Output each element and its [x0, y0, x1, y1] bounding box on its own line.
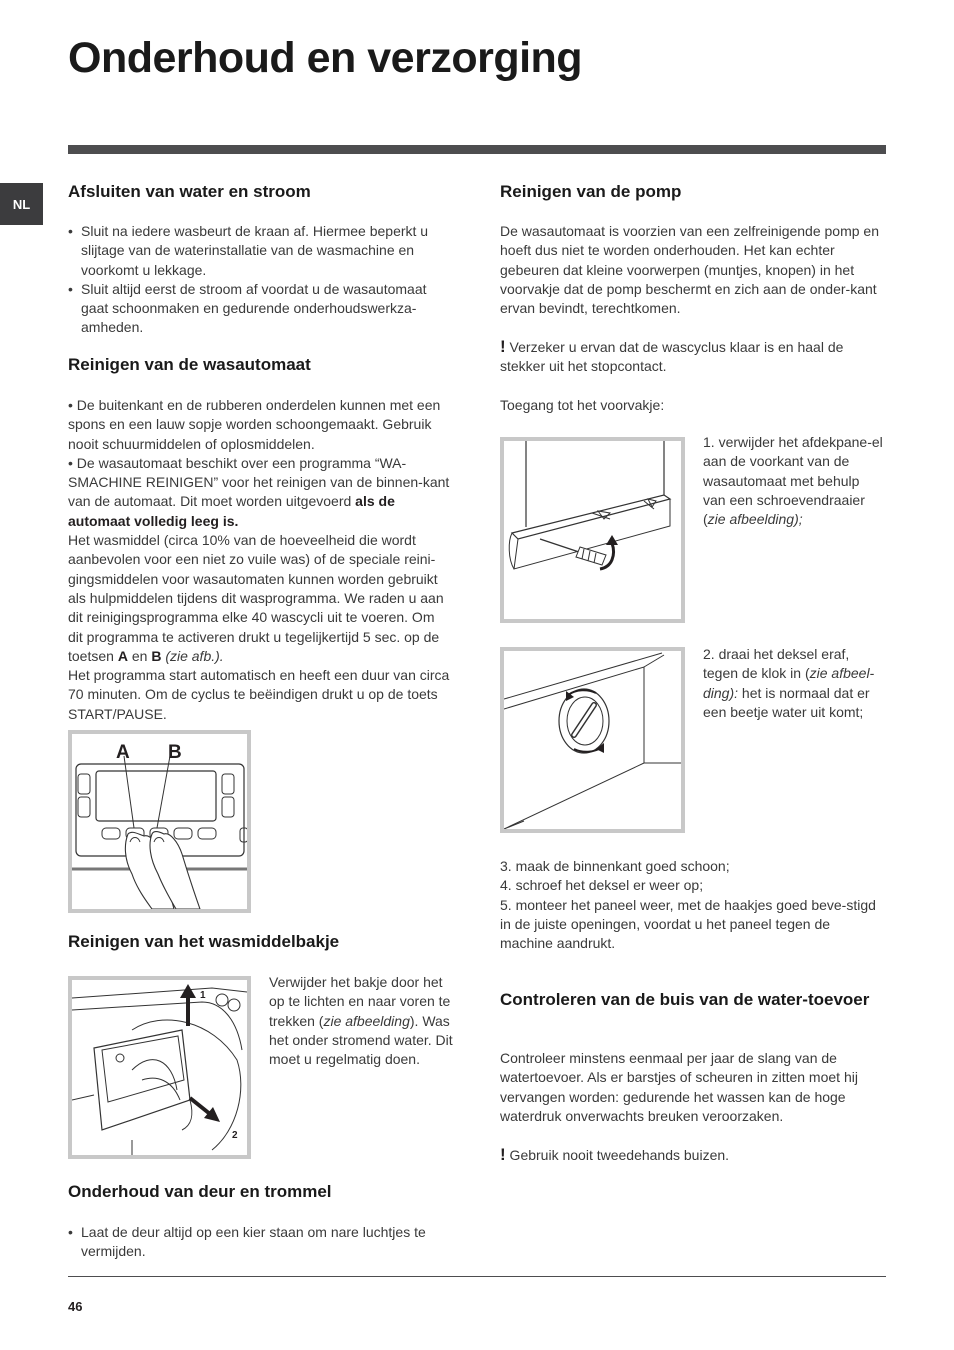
control-panel-figure [68, 730, 251, 913]
label-b: B [168, 742, 182, 763]
heading-clean-machine: Reinigen van de wasautomaat [68, 355, 311, 374]
page-title: Onderhoud en verzorging [68, 34, 583, 82]
clean-machine-text [68, 396, 453, 724]
heading-clean-drawer: Reinigen van het wasmiddelbakje [68, 932, 340, 951]
step-2-text: 2. draai het deksel eraf, tegen de klok in (zie afbeel-ding): het is normaal dat er een beetje water uit komt; [703, 646, 875, 720]
language-tab: NL [0, 183, 43, 225]
hose-warning: ! Gebruik nooit tweedehands buizen. [500, 1145, 730, 1164]
paragraph: • De buitenkant en de rubberen onderdelen kunnen met een spons en een lauw sopje worden schoongemaakt. Gebruik nooit schuurmiddelen of oplosmiddelen. [68, 397, 441, 452]
paragraph: • De wasautomaat beschikt over een programma “WA-SMACHINE REINIGEN” voor het reinigen van de binnen-kant van de automaat. Dit moet worden uitgevoerd als de automaat volledig leeg is. [68, 454, 450, 529]
warning-icon: ! [500, 337, 506, 356]
drawer-text: Verwijder het bakje door het op te lichten en naar voren te trekken (zie afbeelding). Was het onder stromend water. Dit moet u regelmatig doen. [269, 974, 453, 1068]
pump-warning: ! Verzeker u ervan dat de wascyclus klaar is en haal de stekker uit het stopcontact. [500, 337, 844, 375]
pump-access-label: Toegang tot het voorvakje: [500, 397, 665, 413]
list-item: • Laat de deur altijd op een kier staan om nare luchtjes te vermijden. [68, 1223, 453, 1262]
list-item: 5. monteer het paneel weer, met de haakjes goed beve-stigd in de juiste openingen, voordat u het paneel tegen de machine aandrukt. [500, 896, 876, 952]
drawer-illustration [72, 980, 247, 1155]
header-rule [68, 145, 886, 154]
paragraph: Het wasmiddel (circa 10% van de hoeveelheid die wordt aanbevolen voor een niet zo vuile was) of de speciale reini-gingsmiddelen voor wasautomaten kunnen worden gebruikt als hulpmiddelen tijdens dit wasprogramma. We raden u aan dit reinigingsprogramma elke 40 wascycli uit te voeren. Om dit programma te activeren drukt u tegelijkertijd 5 sec. op de toetsen A en B (zie afb.). [68, 532, 444, 664]
paragraph: Het programma start automatisch en heeft een duur van circa 70 minuten. Om de cyclus te beëindigen drukt u op de toets START/PAUSE. [68, 667, 450, 722]
pump-intro [500, 222, 886, 318]
heading-clean-pump: Reinigen van de pomp [500, 182, 682, 201]
panel-removal-figure [500, 437, 685, 623]
pump-cap-figure [500, 647, 685, 833]
list-item: • Sluit na iedere wasbeurt de kraan af. Hiermee beperkt u slijtage van de waterinstallatie van de wasmachine en voorkomt u lekkage. [68, 222, 453, 280]
water-power-list [68, 222, 453, 338]
footer-rule [68, 1276, 886, 1277]
list-item: 3. maak de binnenkant goed schoon; [500, 858, 730, 874]
drawer-figure [68, 976, 251, 1159]
door-drum-list [68, 1223, 453, 1262]
pump-cap-illustration [504, 651, 681, 829]
list-item: 4. schroef het deksel er weer op; [500, 877, 704, 894]
panel-removal-illustration [504, 441, 681, 619]
heading-water-power: Afsluiten van water en stroom [68, 182, 311, 201]
heading-hose-check: Controleren van de buis van de water-toevoer [500, 990, 870, 1009]
pump-steps [500, 857, 886, 953]
heading-door-drum: Onderhoud van deur en trommel [68, 1182, 332, 1201]
step-number-1: 1 [200, 990, 206, 1001]
paragraph: Controleer minstens eenmaal per jaar de slang van de watertoevoer. Als er barstjes of scheuren in zitten moet hij vervangen worden: gedurende het wassen kan de hoge waterdruk onverwachts breuken veroorzaken. [500, 1050, 858, 1124]
warning-icon: ! [500, 1145, 506, 1164]
page-number: 46 [68, 1299, 83, 1314]
list-item: • Sluit altijd eerst de stroom af voordat u de wasautomaat gaat schoonmaken en gedurende onderhoudswerkza-amheden. [68, 280, 453, 338]
label-a: A [116, 742, 130, 763]
control-panel-illustration [72, 734, 247, 909]
step-1-text: 1. verwijder het afdekpane-el aan de voorkant van de wasautomaat met behulp van een schroevendraaier (zie afbeelding); [703, 434, 883, 528]
hose-text [500, 1049, 886, 1126]
paragraph: De wasautomaat is voorzien van een zelfreinigende pomp en hoeft dus niet te worden onderhouden. Het kan echter gebeuren dat kleine voorwerpen (muntjes, knopen) in het voorvakje dat de pomp beschermt en zich aan de onder-kant ervan bevindt, terechtkomen. [500, 223, 880, 317]
step-number-2: 2 [232, 1130, 238, 1141]
